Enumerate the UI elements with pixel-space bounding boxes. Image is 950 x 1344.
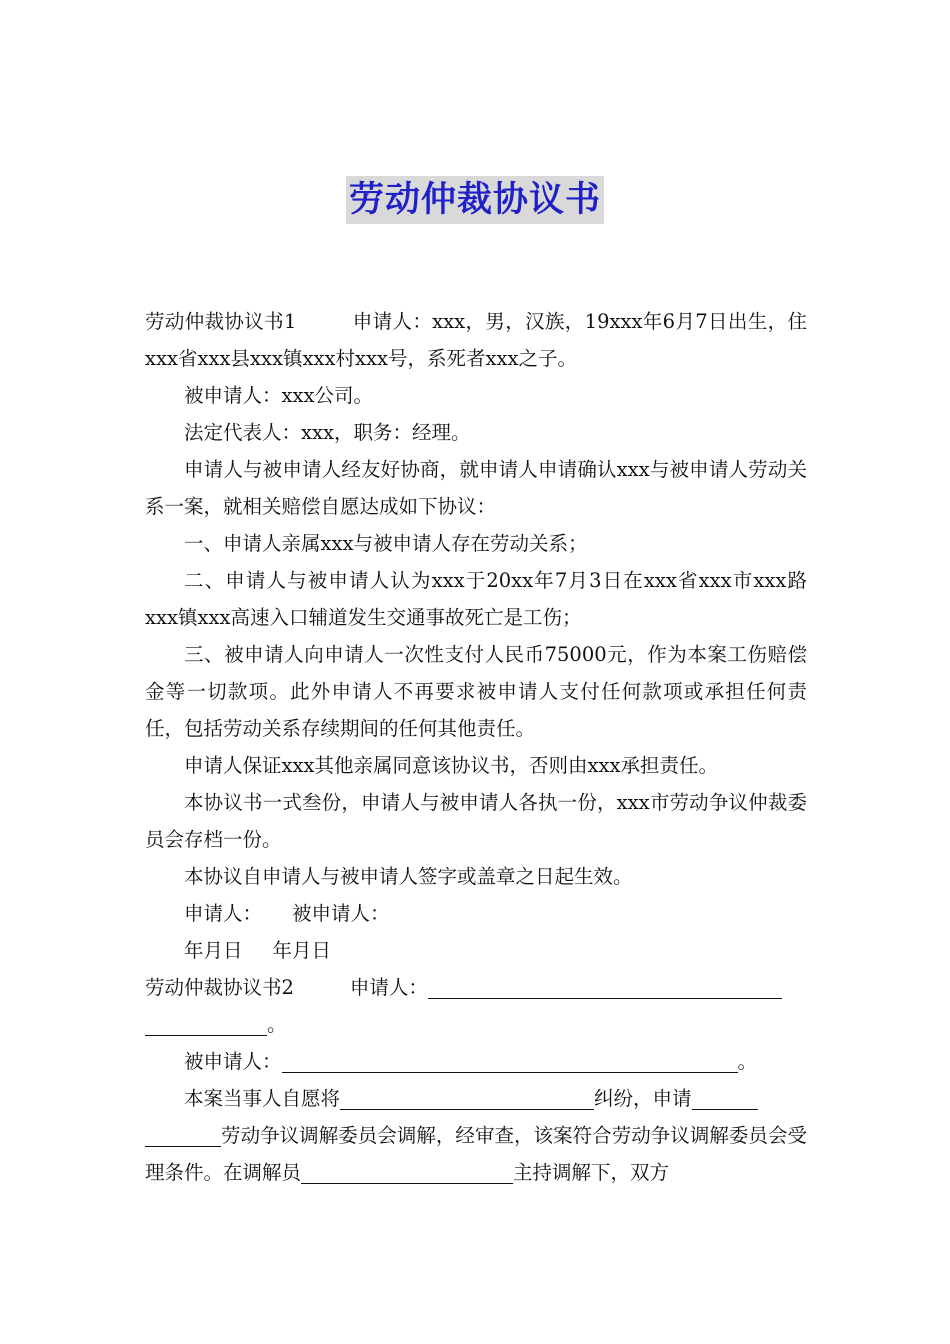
date-left: 年月日 [184,939,243,962]
section2-applicant-label: 申请人： [349,976,428,999]
applicant-end-mark: 。 [267,1013,287,1036]
section2-case-paragraph [145,1080,807,1191]
sign-respondent-label: 被申请人： [292,902,390,925]
respondent-end-mark: 。 [737,1050,758,1073]
document-title: 劳动仲裁协议书 [346,176,604,224]
section1-date-line [145,932,807,969]
case-text-a: 本案当事人自愿将 [184,1087,341,1110]
applicant-blank-line[interactable] [428,976,782,999]
dispute-blank-line[interactable] [340,1087,594,1110]
section1-applicant-info: 申请人：xxx，男，汉族，19xxx年6月7日出生，住xxx省xxx县xxx镇xxx村xxx号，系死者xxx之子。 [145,310,807,370]
mediator-blank-line[interactable] [301,1161,513,1184]
section2-respondent-label: 被申请人： [184,1050,282,1073]
title-area [0,176,950,224]
date-right: 年月日 [272,939,332,962]
committee-blank-line[interactable] [692,1087,758,1110]
applicant-blank-line-cont[interactable] [145,1013,267,1036]
committee-blank-line-cont[interactable] [145,1124,221,1147]
section1-item-3: 三、被申请人向申请人一次性支付人民币75000元，作为本案工伤赔偿金等一切款项。此外申请人不再要求被申请人支付任何款项或承担任何责任，包括劳动关系存续期间的任何其他责任。 [145,643,807,740]
case-text-d: 主持调解下，双方 [513,1161,670,1184]
section1-opening [145,303,807,377]
section1-effective: 本协议自申请人与被申请人签字或盖章之日起生效。 [184,865,633,888]
sign-applicant-label: 申请人： [184,902,263,925]
section1-copies: 本协议书一式叁份，申请人与被申请人各执一份，xxx市劳动争议仲裁委员会存档一份。 [145,791,807,851]
section2-opening [145,969,807,1043]
section1-heading: 劳动仲裁协议书1 [145,310,297,333]
document-body [145,303,807,1191]
section2-respondent [145,1043,807,1080]
section1-intro: 申请人与被申请人经友好协商，就申请人申请确认xxx与被申请人劳动关系一案，就相关赔偿自愿达成如下协议： [145,458,807,518]
section1-respondent: 被申请人：xxx公司。 [184,384,373,407]
section1-item-1: 一、申请人亲属xxx与被申请人存在劳动关系； [184,532,588,555]
section1-item-2: 二、申请人与被申请人认为xxx于20xx年7月3日在xxx省xxx市xxx路xxx镇xxx高速入口辅道发生交通事故死亡是工伤； [145,569,807,629]
section1-legal-rep: 法定代表人：xxx，职务：经理。 [184,421,471,444]
case-text-b: 纠纷，申请 [594,1087,692,1110]
section2-heading: 劳动仲裁协议书2 [145,976,294,999]
respondent-blank-line[interactable] [282,1050,738,1073]
section1-guarantee: 申请人保证xxx其他亲属同意该协议书，否则由xxx承担责任。 [184,754,718,777]
section1-signature-line [145,895,807,932]
case-text-c: 劳动争议调解委员会调解，经审查，该案符合劳动争议调解委员会受理条件。在调解员 [145,1124,807,1184]
